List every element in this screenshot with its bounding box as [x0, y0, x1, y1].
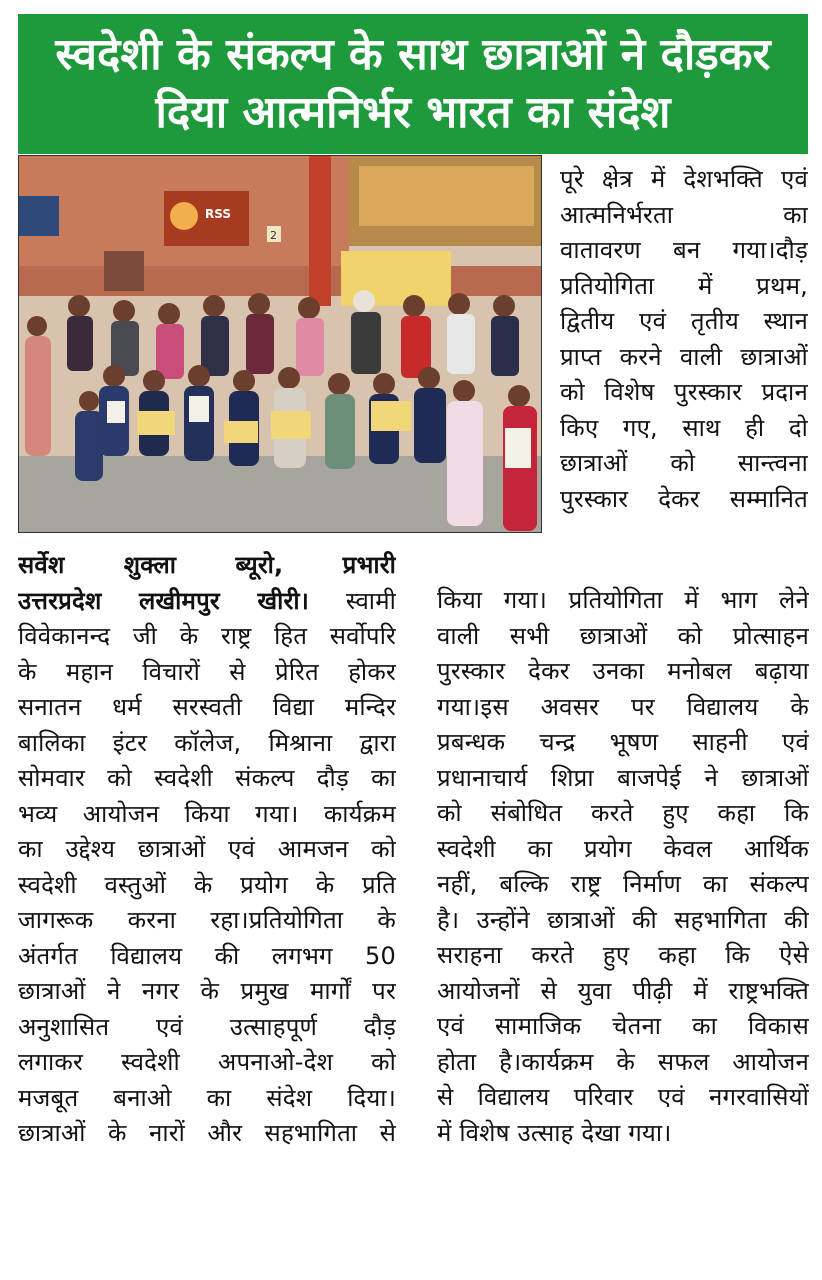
right-top-line: पुरस्कार देकर सम्मानित — [560, 484, 808, 513]
right-line: एवं सामाजिक चेतना का विकास — [437, 1012, 809, 1040]
right-top-line: को विशेष पुरस्कार प्रदान — [560, 378, 808, 406]
left-line: अंतर्गत विद्यालय की लगभग 50 — [18, 941, 396, 970]
right-line: में विशेष उत्साह देखा गया। — [437, 1118, 672, 1147]
right-top-line: पूरे क्षेत्र में देशभक्ति एवं — [560, 165, 808, 193]
byline-line-1: सर्वेश शुक्ला ब्यूरो, प्रभारी — [18, 551, 396, 579]
left-line: के महान विचारों से प्रेरित होकर — [18, 657, 396, 686]
right-column — [437, 583, 809, 1151]
left-line: सनातन धर्म सरस्वती विद्या मन्दिर — [18, 693, 396, 721]
right-line: से विद्यालय परिवार एवं नगरवासियों — [437, 1083, 809, 1111]
right-line: को संबोधित करते हुए कहा कि — [437, 799, 809, 827]
right-line: किया गया। प्रतियोगिता में भाग लेने — [437, 586, 809, 614]
left-line: सोमवार को स्वदेशी संकल्प दौड़ का — [18, 764, 396, 792]
right-line: प्रबन्धक चन्द्र भूषण साहनी एवं — [437, 728, 809, 756]
left-line: लगाकर स्वदेशी अपनाओ-देश को — [18, 1048, 396, 1076]
right-top-column — [560, 162, 808, 517]
right-top-line: आत्मनिर्भरता का — [560, 200, 808, 229]
right-line: पुरस्कार देकर उनका मनोबल बढ़ाया — [437, 657, 809, 685]
left-line: अनुशासित एवं उत्साहपूर्ण दौड़ — [18, 1012, 396, 1041]
left-line: स्वदेशी वस्तुओं के प्रयोग के प्रति — [18, 870, 396, 899]
banner-rss-text: RSS — [205, 207, 231, 221]
door-number-text: 2 — [270, 229, 277, 242]
headline-line-2: दिया आत्मनिर्भर भारत का संदेश — [155, 87, 671, 138]
byline-continuation: स्वामी — [309, 586, 396, 615]
right-line: है। उन्होंने छात्राओं की सहभागिता की — [437, 905, 809, 934]
right-top-line: प्रतियोगिता में प्रथम, — [560, 271, 808, 300]
left-line: मजबूत बनाओ का संदेश दिया। — [18, 1083, 396, 1112]
right-line: स्वदेशी का प्रयोग केवल आर्थिक — [437, 834, 809, 863]
headline-banner — [18, 14, 808, 154]
left-line: का उद्देश्य छात्राओं एवं आमजन को — [18, 835, 396, 863]
right-line: प्रधानाचार्य शिप्रा बाजपेई ने छात्राओं — [437, 763, 809, 792]
left-line: बालिका इंटर कॉलेज, मिश्राना द्वारा — [18, 728, 396, 757]
right-top-line: छात्राओं को सान्त्वना — [560, 449, 808, 477]
group-photo-illustration — [19, 156, 542, 533]
left-line: छात्राओं ने नगर के प्रमुख मार्गों पर — [18, 977, 396, 1005]
news-photo — [18, 155, 542, 533]
right-line: आयोजनों से युवा पीढ़ी में राष्ट्रभक्ति — [437, 976, 809, 1005]
headline-line-1: स्वदेशी के संकल्प के साथ छात्राओं ने दौड़कर — [55, 29, 771, 80]
left-line: छात्राओं के नारों और सहभागिता से — [18, 1119, 396, 1147]
right-top-line: किए गए, साथ ही दो — [560, 413, 808, 442]
right-top-line: द्वितीय एवं तृतीय स्थान — [560, 307, 808, 335]
left-line: विवेकानन्द जी के राष्ट्र हित सर्वोपरि — [18, 622, 396, 650]
right-line: नहीं, बल्कि राष्ट्र निर्माण का संकल्प — [437, 870, 809, 898]
left-line: भव्य आयोजन किया गया। कार्यक्रम — [18, 799, 396, 828]
right-line: होता है।कार्यक्रम के सफल आयोजन — [437, 1047, 809, 1076]
right-top-line: वातावरण बन गया।दौड़ — [560, 236, 808, 264]
byline-line-2 — [18, 584, 396, 620]
right-line: गया।इस अवसर पर विद्यालय के — [437, 692, 809, 721]
right-line: वाली सभी छात्राओं को प्रोत्साहन — [437, 621, 809, 650]
byline-location: उत्तरप्रदेश लखीमपुर खीरी। — [18, 586, 310, 615]
left-line: जागरूक करना रहा।प्रतियोगिता के — [18, 906, 396, 934]
right-top-line: प्राप्त करने वाली छात्राओं — [560, 342, 808, 371]
left-column — [18, 548, 396, 1152]
right-line: सराहना करते हुए कहा कि ऐसे — [437, 941, 809, 969]
